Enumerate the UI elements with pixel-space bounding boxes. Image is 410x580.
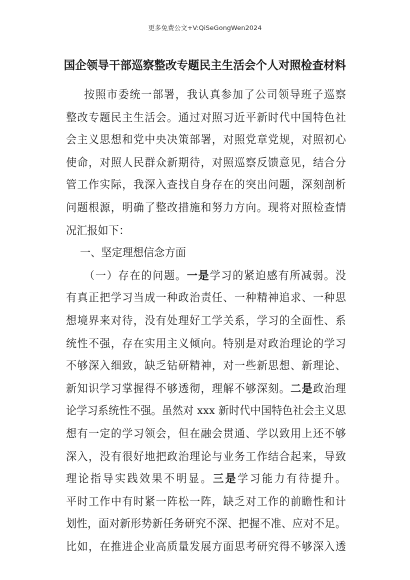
body-line <box>66 446 346 469</box>
body-text-span: 论学习系统性不强。虽然对 xxx 新时代中国特色社会主义思 <box>66 405 346 418</box>
body-text-span: 平时工作中有时紧一阵松一阵，缺乏对工作的前瞻性和计 <box>66 495 346 508</box>
document-title: 国企领导干部巡察整改专题民主生活会个人对照检查材料 <box>63 58 347 72</box>
page-header: 更多免费公文+V:QiSeGongWen2024 <box>148 24 262 32</box>
body-line <box>66 423 346 446</box>
body-line <box>66 491 346 514</box>
body-text-span: （一）存在的问题。 <box>84 269 187 282</box>
body-line <box>66 174 346 197</box>
body-text-span: 按照市委统一部署，我认真参加了公司领导班子巡察 <box>84 89 346 101</box>
body-text-span: 划性，面对新形势新任务研究不深、把握不准、应对不足。 <box>66 518 346 531</box>
body-line <box>66 107 346 130</box>
emphasis-text: 二是 <box>290 382 313 395</box>
emphasis-text: 一是 <box>186 269 210 282</box>
body-line <box>66 152 346 175</box>
body-line <box>66 84 346 107</box>
body-text-span: 新知识学习掌握得不够透彻，理解不够深刻。 <box>66 382 291 395</box>
body-line <box>66 468 346 491</box>
body-text-span: 想有一定的学习领会，但在融会贯通、学以致用上还不够 <box>66 427 346 440</box>
body-text-span: 学习能力有待提升。 <box>237 473 347 486</box>
body-text-span: 一、坚定理想信念方面 <box>80 247 186 260</box>
emphasis-text: 三是 <box>212 473 238 486</box>
body-text-span: 整改专题民主生活会。通过对照习近平新时代中国特色社 <box>66 111 346 124</box>
body-text-span: 比如，在推进企业高质量发展方面思考研究得不够深入透 <box>66 540 346 553</box>
body-line <box>66 220 346 243</box>
body-text-span: 学习的紧迫感有所减弱。没 <box>209 269 347 282</box>
body-line <box>66 536 346 559</box>
body-text-span: 会主义思想和党中央决策部署，对照党章党规，对照初心 <box>66 134 346 147</box>
body-line <box>66 333 346 356</box>
body-line <box>66 513 346 536</box>
body-line <box>66 400 346 423</box>
body-text-span: 政治理 <box>312 382 347 395</box>
body-line <box>66 355 346 378</box>
body-text-span: 有真正把学习当成一种政治责任、一种精神追求、一种思 <box>66 292 346 305</box>
body-line <box>66 129 346 152</box>
body-text-span: 况汇报如下： <box>66 224 130 237</box>
body-line <box>66 197 346 220</box>
body-line <box>66 378 346 401</box>
body-text-span: 理论指导实践效果不明显。 <box>66 473 213 486</box>
body-text-span: 问题根源，明确了整改措施和努力方向。现将对照检查情 <box>66 201 346 214</box>
body-text-span: 深入，没有很好地把政治理论与业务工作结合起来，导致 <box>66 450 346 463</box>
body-text-span: 使命，对照人民群众新期待，对照巡察反馈意见，结合分 <box>66 156 346 169</box>
body-text-span: 管工作实际，我深入查找自身存在的突出问题，深刻剖析 <box>66 179 346 192</box>
body-line <box>66 310 346 333</box>
body-line <box>66 287 346 310</box>
document-body <box>66 84 346 558</box>
body-text-span: 统性不强，存在实用主义倾向。特别是对政治理论的学习 <box>66 337 346 350</box>
body-text-span: 不够深入细致，缺乏钻研精神，对一些新思想、新理论、 <box>66 360 346 373</box>
body-text-span: 想境界来对待，没有处理好工学关系，学习的全面性、系 <box>66 314 346 327</box>
body-line <box>66 265 346 288</box>
body-line <box>66 242 346 265</box>
